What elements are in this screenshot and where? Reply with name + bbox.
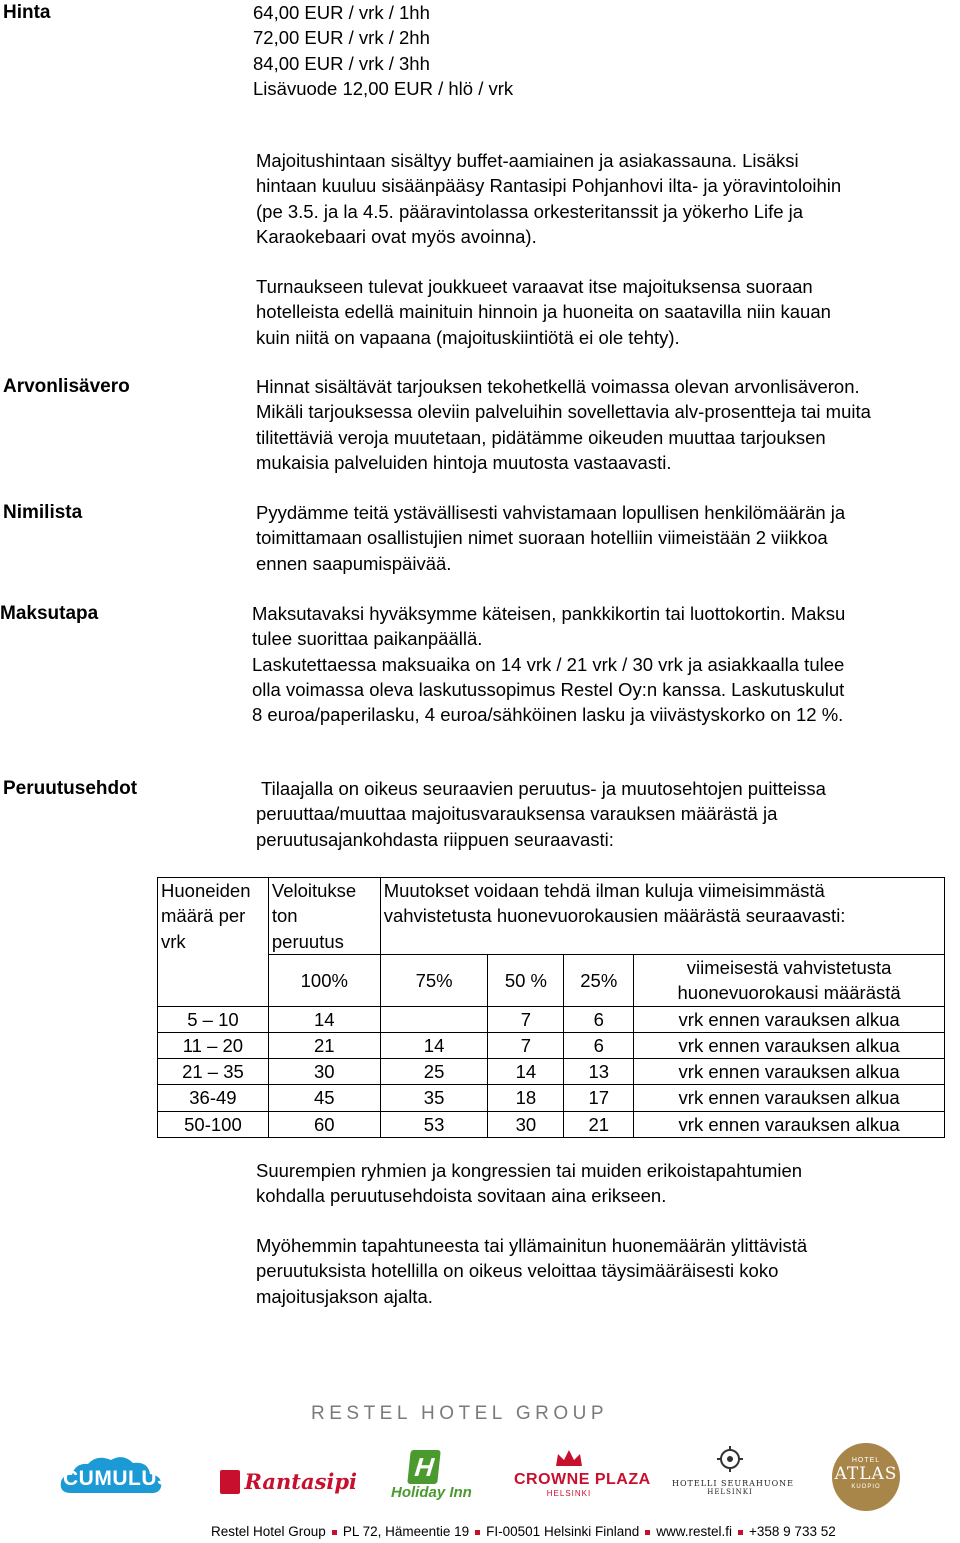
percent-50: 50 % — [488, 955, 564, 1007]
percent-75: 75% — [380, 955, 488, 1007]
price-list — [253, 0, 513, 101]
text-line: tulee suorittaa paikanpäällä. — [252, 628, 483, 650]
percent-100: 100% — [268, 955, 380, 1007]
label-maksutapa: Maksutapa — [0, 603, 99, 624]
table-row — [158, 1085, 945, 1111]
crowne-plaza-city: HELSINKI — [546, 1489, 592, 1498]
holiday-inn-wordmark: Holiday Inn — [391, 1484, 472, 1501]
text-line: Laskutettaessa maksuaika on 14 vrk / 21 vrk / 30 vrk ja asiakkaalla tulee — [252, 653, 845, 675]
crowne-plaza-logo — [514, 1448, 651, 1504]
seurahuone-logo — [672, 1444, 795, 1496]
text-line: huonevuorokausi määrästä — [677, 982, 901, 1004]
cell-75: 25 — [380, 1059, 488, 1085]
header-last — [634, 955, 945, 1007]
cumulus-wordmark: CUMULUS — [63, 1467, 172, 1490]
text-line: Maksutavaksi hyväksymme käteisen, pankkikortin tai luottokortin. Maksu — [252, 603, 846, 624]
cell-50: 14 — [488, 1059, 564, 1085]
paragraph-arvonlisavero — [256, 374, 871, 475]
holiday-inn-h-icon: H — [407, 1450, 441, 1484]
text-line: hintaan kuuluu sisäänpääsy Rantasipi Pohjanhovi ilta- ja yöravintoloihin — [256, 175, 842, 197]
hotel-atlas-logo — [832, 1443, 900, 1511]
cell-50: 18 — [488, 1085, 564, 1111]
footer-company: Restel Hotel Group — [211, 1524, 326, 1539]
cell-rooms: 5 – 10 — [158, 1006, 269, 1032]
text-line: kohdalla peruutusehdoista sovitaan aina erikseen. — [256, 1185, 667, 1207]
cell-note: vrk ennen varauksen alkua — [634, 1085, 945, 1111]
cell-25: 6 — [564, 1032, 634, 1058]
price-line: 64,00 EUR / vrk / 1hh — [253, 2, 430, 23]
paragraph-maksutapa — [252, 601, 845, 727]
seurahuone-city: HELSINKI — [707, 1488, 753, 1496]
footer — [211, 1524, 836, 1539]
text-line: peruutusajankohdasta riippuen seuraavasti: — [256, 828, 614, 850]
text-line: majoitusjakson ajalta. — [256, 1285, 433, 1307]
bullet-icon — [645, 1530, 650, 1535]
text-line: peruuttaa/muuttaa majoitusvarauksensa varauksen määrästä ja — [256, 803, 778, 825]
text-line: Veloitukse — [271, 880, 357, 901]
text-line: Muutokset voidaan tehdä ilman kuluja viimeisimmästä — [383, 880, 825, 901]
paragraph-ryhmat — [256, 1158, 802, 1209]
text-line: määrä per — [161, 905, 246, 927]
cell-75: 14 — [380, 1032, 488, 1058]
price-line: 72,00 EUR / vrk / 2hh — [253, 27, 430, 49]
seurahuone-crest-icon — [715, 1444, 745, 1474]
bullet-icon — [332, 1530, 337, 1535]
restel-group-logo: RESTEL HOTEL GROUP — [311, 1403, 609, 1424]
text-line: ennen saapumispäivää. — [256, 552, 452, 574]
label-hinta: Hinta — [3, 2, 51, 23]
text-line: peruutuksista hotellilla on oikeus veloittaa täysimääräisesti koko — [256, 1260, 779, 1282]
paragraph-myohemmin — [256, 1233, 807, 1309]
text-line: Majoitushintaan sisältyy buffet-aamiainen ja asiakassauna. Lisäksi — [256, 150, 799, 171]
bullet-icon — [475, 1530, 480, 1535]
text-line: Turnaukseen tulevat joukkueet varaavat itse majoituksensa suoraan — [256, 276, 813, 297]
crown-icon — [554, 1448, 584, 1468]
cell-75 — [380, 1006, 488, 1032]
header-rooms — [158, 878, 269, 1007]
cell-25: 17 — [564, 1085, 634, 1111]
cell-50: 7 — [488, 1032, 564, 1058]
cell-rooms: 50-100 — [158, 1111, 269, 1137]
holiday-inn-logo — [391, 1450, 472, 1506]
label-arvonlisavero: Arvonlisävero — [3, 376, 130, 397]
price-line: 84,00 EUR / vrk / 3hh — [253, 52, 430, 74]
text-line: Tilaajalla on oikeus seuraavien peruutus- ja muutosehtojen puitteissa — [261, 778, 826, 799]
price-line: Lisävuode 12,00 EUR / hlö / vrk — [253, 77, 514, 99]
table-row — [158, 1032, 945, 1058]
text-line: toimittamaan osallistujien nimet suoraan hotelliin viimeistään 2 viikkoa — [256, 527, 828, 549]
footer-address: PL 72, Hämeentie 19 — [342, 1524, 470, 1539]
text-line: viimeisestä vahvistetusta — [686, 957, 892, 978]
cell-100: 21 — [268, 1032, 380, 1058]
text-line: peruutus — [271, 930, 344, 952]
text-line: kuin niitä on vapaana (majoituskiintiötä ei ole tehty). — [256, 326, 680, 348]
text-line: Hinnat sisältävät tarjouksen tekohetkellä voimassa olevan arvonlisäveron. — [256, 376, 860, 397]
label-peruutusehdot: Peruutusehdot — [3, 778, 138, 799]
text-line: hotelleista edellä mainituin hinnoin ja huoneita on saatavilla niin kauan — [256, 301, 831, 323]
cell-rooms: 21 – 35 — [158, 1059, 269, 1085]
cell-rooms: 11 – 20 — [158, 1032, 269, 1058]
seurahuone-wordmark: HOTELLI SEURAHUONE — [672, 1479, 795, 1488]
atlas-city: KUOPIO — [851, 1484, 881, 1490]
table-row — [158, 1059, 945, 1085]
cell-25: 13 — [564, 1059, 634, 1085]
table-row — [158, 1006, 945, 1032]
paragraph-turnaus — [256, 274, 831, 350]
cell-50: 7 — [488, 1006, 564, 1032]
text-line: 8 euroa/paperilasku, 4 euroa/sähköinen lasku ja viivästyskorko on 12 %. — [252, 704, 844, 726]
header-changes — [380, 878, 944, 955]
cell-100: 14 — [268, 1006, 380, 1032]
text-line: Karaokebaari ovat myös avoinna). — [256, 225, 537, 247]
text-line: Myöhemmin tapahtuneesta tai yllämainitun huonemäärän ylittävistä — [256, 1235, 808, 1256]
atlas-wordmark: ATLAS — [834, 1464, 898, 1484]
bullet-icon — [738, 1530, 743, 1535]
footer-phone: +358 9 733 52 — [749, 1524, 836, 1539]
text-line: vrk — [161, 930, 186, 952]
cell-25: 6 — [564, 1006, 634, 1032]
text-line: (pe 3.5. ja la 4.5. pääravintolassa orkesteritanssit ja yökerho Life ja — [256, 200, 804, 222]
text-line: Pyydämme teitä ystävällisesti vahvistamaan lopullisen henkilömäärän ja — [256, 502, 846, 523]
text-line: vahvistetusta huonevuorokausien määrästä seuraavasti: — [383, 905, 846, 927]
text-line: ton — [271, 905, 298, 927]
rantasipi-mark-icon — [220, 1470, 240, 1494]
rantasipi-logo — [220, 1469, 357, 1494]
paragraph-majoitus — [256, 148, 841, 249]
cell-75: 53 — [380, 1111, 488, 1137]
footer-city: FI-00501 Helsinki Finland — [486, 1524, 640, 1539]
atlas-hotel-text: HOTEL — [851, 1457, 881, 1464]
cell-note: vrk ennen varauksen alkua — [634, 1032, 945, 1058]
label-nimilista: Nimilista — [3, 502, 83, 523]
paragraph-nimilista — [256, 500, 845, 576]
footer-website-link[interactable]: www.restel.fi — [656, 1524, 733, 1539]
text-line: Mikäli tarjouksessa oleviin palveluihin sovellettavia alv-prosentteja tai muita — [256, 401, 871, 423]
cell-note: vrk ennen varauksen alkua — [634, 1111, 945, 1137]
text-line: olla voimassa oleva laskutussopimus Restel Oy:n kanssa. Laskutuskulut — [252, 678, 845, 700]
cell-100: 45 — [268, 1085, 380, 1111]
table-header-row — [158, 878, 945, 955]
cell-50: 30 — [488, 1111, 564, 1137]
cell-25: 21 — [564, 1111, 634, 1137]
cell-75: 35 — [380, 1085, 488, 1111]
text-line: mukaisia palveluiden hintoja muutosta vastaavasti. — [256, 451, 672, 473]
text-line: tilitettäviä veroja muutetaan, pidätämme oikeuden muuttaa tarjouksen — [256, 426, 826, 448]
table-row — [158, 1111, 945, 1137]
crowne-plaza-wordmark: CROWNE PLAZA — [514, 1471, 651, 1488]
text-line: Huoneiden — [161, 880, 251, 901]
cumulus-logo — [57, 1449, 172, 1501]
table-percent-row — [158, 955, 945, 1007]
text-line: Suurempien ryhmien ja kongressien tai muiden erikoistapahtumien — [256, 1160, 803, 1181]
cell-100: 30 — [268, 1059, 380, 1085]
rantasipi-wordmark: Rantasipi — [244, 1469, 358, 1494]
cell-100: 60 — [268, 1111, 380, 1137]
cell-note: vrk ennen varauksen alkua — [634, 1006, 945, 1032]
header-charge — [268, 878, 380, 955]
cell-rooms: 36-49 — [158, 1085, 269, 1111]
cell-note: vrk ennen varauksen alkua — [634, 1059, 945, 1085]
paragraph-peruutusehdot — [256, 776, 826, 852]
percent-25: 25% — [564, 955, 634, 1007]
cancellation-table — [157, 877, 945, 1138]
